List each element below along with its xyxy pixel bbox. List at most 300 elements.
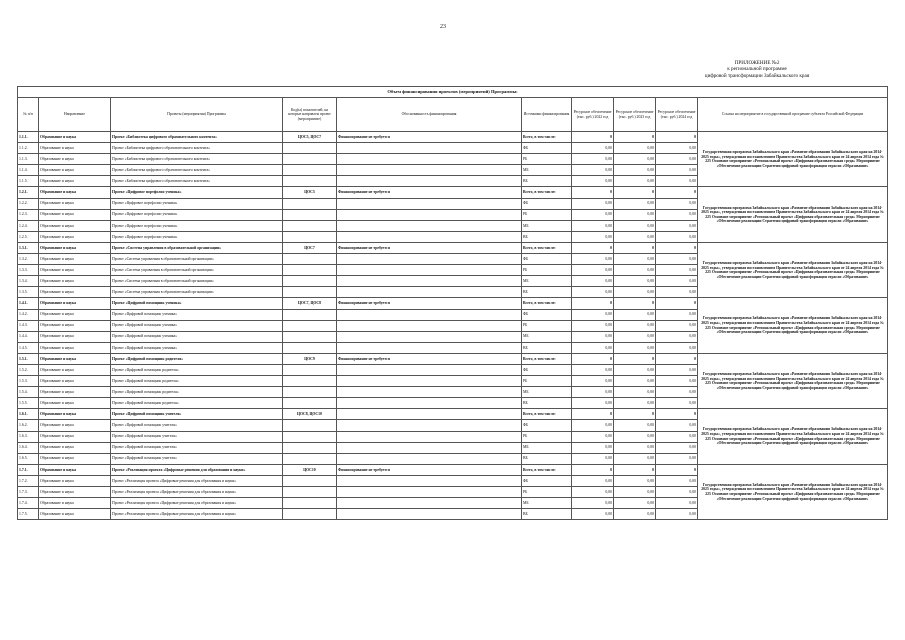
cell-2023: 0 [614,242,656,253]
cell-code [283,509,337,520]
cell-project: Проект «Цифровое портфолио ученика» [111,209,283,220]
cell-description [337,220,522,231]
cell-code: ЦОС9 [283,353,337,364]
cell-code [283,220,337,231]
cell-description [337,420,522,431]
cell-code [283,475,337,486]
cell-source: Всего, в том числе: [522,409,572,420]
cell-num: 1.6.3. [18,431,39,442]
cell-code [283,364,337,375]
cell-2022: 0,00 [572,376,614,387]
cell-2022: 0 [572,242,614,253]
cell-2024: 0,00 [656,209,698,220]
cell-source: Всего, в том числе: [522,353,572,364]
cell-2024: 0 [656,409,698,420]
cell-source: ФБ [522,198,572,209]
cell-project: Проект «Цифровой помощник родителя» [111,376,283,387]
cell-description [337,309,522,320]
header-2022: Ресурсное обеспечение (тыс. руб.) 2022 год [572,98,614,132]
cell-code [283,398,337,409]
cell-2022: 0,00 [572,276,614,287]
cell-2023: 0,00 [614,220,656,231]
cell-code [283,331,337,342]
cell-2022: 0 [572,353,614,364]
cell-2023: 0,00 [614,287,656,298]
cell-project: Проект «Цифровой помощник учителя» [111,453,283,464]
cell-project: Проект «Цифровой помощник учителя» [111,409,283,420]
cell-description [337,331,522,342]
cell-2024: 0,00 [656,509,698,520]
cell-description [337,154,522,165]
cell-code [283,487,337,498]
cell-program-link: Государственная программа Забайкальского края «Развитие образования Забайкальского края на 2014-2025 годы», утвержденная постановлением Правительства Забайкальского края от 24 апреля 2014 года № 225 Основное мероприятие «Региональный проект «Цифровая образовательная среда» Мероприятие «Обеспечение реализации Стратегии цифровой трансформации отрасли «Образование» [698,409,888,464]
cell-code [283,254,337,265]
cell-2024: 0,00 [656,442,698,453]
cell-direction: Образование и наука [39,442,111,453]
cell-description [337,442,522,453]
cell-num: 1.5.4. [18,387,39,398]
cell-source: МБ [522,442,572,453]
cell-num: 1.3.2. [18,254,39,265]
cell-code [283,231,337,242]
cell-direction: Образование и наука [39,242,111,253]
cell-project: Проект «Цифровой помощник учителя» [111,431,283,442]
cell-2023: 0,00 [614,420,656,431]
cell-2023: 0,00 [614,475,656,486]
header-code: Код(ы) показателей, на которые направлен проект (мероприятие) [283,98,337,132]
cell-num: 1.1.3. [18,154,39,165]
cell-source: ВБ [522,231,572,242]
cell-2022: 0 [572,409,614,420]
cell-code [283,376,337,387]
cell-program-link: Государственная программа Забайкальского края «Развитие образования Забайкальского края на 2014-2025 годы», утвержденная постановлением Правительства Забайкальского края от 24 апреля 2014 года № 225 Основное мероприятие «Региональный проект «Цифровая образовательная среда» Мероприятие «Обеспечение реализации Стратегии цифровой трансформации отрасли «Образование» [698,298,888,353]
cell-program-link: Государственная программа Забайкальского края «Развитие образования Забайкальского края на 2014-2025 годы», утвержденная постановлением Правительства Забайкальского края от 24 апреля 2014 года № 225 Основное мероприятие «Региональный проект «Цифровая образовательная среда» Мероприятие «Обеспечение реализации Стратегии цифровой трансформации отрасли «Образование» [698,132,888,187]
cell-description [337,398,522,409]
cell-direction: Образование и наука [39,154,111,165]
cell-num: 1.1.2. [18,143,39,154]
cell-2024: 0,00 [656,143,698,154]
cell-2022: 0 [572,464,614,475]
cell-2023: 0 [614,132,656,143]
cell-source: РБ [522,431,572,442]
cell-num: 1.6.4. [18,442,39,453]
cell-2022: 0,00 [572,475,614,486]
cell-code [283,265,337,276]
cell-direction: Образование и наука [39,276,111,287]
cell-description [337,453,522,464]
cell-num: 1.5.2. [18,364,39,375]
cell-2024: 0,00 [656,220,698,231]
cell-source: МБ [522,276,572,287]
cell-source: ФБ [522,475,572,486]
cell-2024: 0,00 [656,320,698,331]
cell-2023: 0 [614,298,656,309]
cell-description [337,342,522,353]
cell-description [337,431,522,442]
cell-2022: 0,00 [572,309,614,320]
cell-2022: 0,00 [572,398,614,409]
cell-2023: 0,00 [614,431,656,442]
cell-description [337,387,522,398]
cell-2022: 0,00 [572,442,614,453]
cell-num: 1.2.2. [18,198,39,209]
cell-project: Проект «Цифровой помощник ученика» [111,298,283,309]
cell-2024: 0,00 [656,487,698,498]
cell-2023: 0,00 [614,376,656,387]
cell-project: Проект «Библиотека цифрового образовательного контента» [111,143,283,154]
table-row [18,187,888,198]
cell-description [337,287,522,298]
cell-num: 1.7.1. [18,464,39,475]
cell-num: 1.6.5. [18,453,39,464]
cell-project: Проект «Цифровое портфолио ученика» [111,220,283,231]
cell-num: 1.4.2. [18,309,39,320]
cell-code: ЦОС10 [283,464,337,475]
appendix-heading [657,60,857,79]
cell-direction: Образование и наука [39,209,111,220]
cell-2023: 0 [614,464,656,475]
cell-2023: 0,00 [614,498,656,509]
cell-num: 1.3.3. [18,265,39,276]
cell-source: ВБ [522,509,572,520]
cell-2022: 0,00 [572,331,614,342]
cell-2022: 0 [572,187,614,198]
cell-project: Проект «Цифровое портфолио ученика» [111,231,283,242]
cell-2022: 0,00 [572,220,614,231]
cell-direction: Образование и наука [39,498,111,509]
cell-num: 1.1.4. [18,165,39,176]
cell-2023: 0,00 [614,398,656,409]
cell-2024: 0,00 [656,431,698,442]
cell-2023: 0,00 [614,231,656,242]
table-row [18,353,888,364]
cell-source: МБ [522,220,572,231]
cell-num: 1.7.3. [18,487,39,498]
cell-2024: 0 [656,298,698,309]
cell-description: Финансирование не требуется [337,464,522,475]
cell-project: Проект «Система управления в образовательной организации» [111,242,283,253]
cell-project: Проект «Цифровой помощник родителя» [111,364,283,375]
cell-code [283,498,337,509]
cell-2024: 0,00 [656,176,698,187]
page-number: 23 [440,24,446,30]
cell-num: 1.6.1. [18,409,39,420]
cell-direction: Образование и наука [39,331,111,342]
cell-2024: 0,00 [656,287,698,298]
cell-description [337,209,522,220]
cell-direction: Образование и наука [39,353,111,364]
cell-source: Всего, в том числе: [522,132,572,143]
cell-direction: Образование и наука [39,364,111,375]
cell-project: Проект «Цифровое портфолио ученика» [111,198,283,209]
cell-num: 1.2.5. [18,231,39,242]
cell-direction: Образование и наука [39,298,111,309]
cell-code [283,165,337,176]
cell-project: Проект «Реализация проекта «Цифровые решения для образования и науки» [111,509,283,520]
header-num: № п/п [18,98,39,132]
cell-2024: 0,00 [656,420,698,431]
cell-2024: 0,00 [656,154,698,165]
cell-description [337,320,522,331]
cell-2022: 0,00 [572,487,614,498]
cell-2023: 0 [614,187,656,198]
cell-2022: 0,00 [572,231,614,242]
cell-project: Проект «Цифровое портфолио ученика» [111,187,283,198]
cell-project: Проект «Библиотека цифрового образовательного контента» [111,154,283,165]
cell-direction: Образование и наука [39,265,111,276]
cell-source: МБ [522,165,572,176]
cell-description [337,176,522,187]
cell-source: ВБ [522,398,572,409]
cell-num: 1.3.5. [18,287,39,298]
cell-2024: 0,00 [656,475,698,486]
cell-code [283,154,337,165]
cell-code [283,198,337,209]
cell-direction: Образование и наука [39,453,111,464]
cell-2023: 0,00 [614,154,656,165]
cell-num: 1.7.4. [18,498,39,509]
appendix-title: ПРИЛОЖЕНИЕ №2 [734,60,780,66]
cell-2022: 0,00 [572,254,614,265]
cell-code [283,209,337,220]
cell-direction: Образование и наука [39,342,111,353]
cell-code [283,287,337,298]
cell-2024: 0,00 [656,376,698,387]
cell-num: 1.4.1. [18,298,39,309]
cell-2024: 0,00 [656,387,698,398]
cell-description: Финансирование не требуется [337,242,522,253]
cell-2022: 0,00 [572,198,614,209]
cell-direction: Образование и наука [39,409,111,420]
cell-num: 1.3.4. [18,276,39,287]
cell-num: 1.4.3. [18,320,39,331]
cell-2023: 0,00 [614,453,656,464]
cell-2024: 0,00 [656,165,698,176]
cell-2023: 0 [614,409,656,420]
cell-program-link: Государственная программа Забайкальского края «Развитие образования Забайкальского края на 2014-2025 годы», утвержденная постановлением Правительства Забайкальского края от 24 апреля 2014 года № 225 Основное мероприятие «Региональный проект «Цифровая образовательная среда» Мероприятие «Обеспечение реализации Стратегии цифровой трансформации отрасли «Образование» [698,353,888,408]
cell-2023: 0,00 [614,143,656,154]
cell-description [337,364,522,375]
table-header-row [18,98,888,132]
cell-2023: 0,00 [614,198,656,209]
cell-source: РБ [522,376,572,387]
cell-code [283,342,337,353]
cell-2024: 0 [656,464,698,475]
cell-description [337,198,522,209]
cell-direction: Образование и наука [39,220,111,231]
cell-num: 1.5.1. [18,353,39,364]
cell-2023: 0,00 [614,509,656,520]
cell-2023: 0,00 [614,276,656,287]
cell-2023: 0,00 [614,364,656,375]
cell-description: Финансирование не требуется [337,132,522,143]
cell-project: Проект «Реализация проекта «Цифровые решения для образования и науки» [111,464,283,475]
cell-project: Проект «Цифровой помощник ученика» [111,320,283,331]
cell-project: Проект «Цифровой помощник учителя» [111,442,283,453]
cell-project: Проект «Система управления в образовательной организации» [111,287,283,298]
cell-project: Проект «Реализация проекта «Цифровые решения для образования и науки» [111,475,283,486]
cell-code: ЦОС5 [283,187,337,198]
cell-2024: 0,00 [656,231,698,242]
cell-source: ВБ [522,342,572,353]
cell-code [283,320,337,331]
table-row [18,464,888,475]
cell-2024: 0 [656,132,698,143]
cell-source: ФБ [522,143,572,154]
cell-description [337,509,522,520]
cell-source: МБ [522,387,572,398]
cell-2022: 0,00 [572,209,614,220]
cell-code [283,420,337,431]
table-body [18,132,888,520]
cell-source: МБ [522,498,572,509]
cell-description [337,143,522,154]
cell-2023: 0,00 [614,176,656,187]
cell-2023: 0,00 [614,387,656,398]
cell-project: Проект «Библиотека цифрового образовательного контента» [111,176,283,187]
cell-description: Финансирование не требуется [337,353,522,364]
cell-code [283,276,337,287]
cell-project: Проект «Библиотека цифрового образовательного контента» [111,132,283,143]
cell-2022: 0,00 [572,509,614,520]
header-project: Проекты (мероприятия) Программы [111,98,283,132]
cell-description [337,276,522,287]
cell-2024: 0,00 [656,276,698,287]
cell-source: ВБ [522,453,572,464]
cell-direction: Образование и наука [39,431,111,442]
header-description: Обоснованность финансирования [337,98,522,132]
financing-table [17,86,888,520]
cell-num: 1.3.1. [18,242,39,253]
cell-source: Всего, в том числе: [522,298,572,309]
cell-code [283,387,337,398]
cell-num: 1.4.5. [18,342,39,353]
cell-source: МБ [522,331,572,342]
cell-2024: 0,00 [656,364,698,375]
cell-direction: Образование и наука [39,475,111,486]
cell-2024: 0 [656,187,698,198]
cell-description [337,254,522,265]
cell-2023: 0,00 [614,342,656,353]
cell-2022: 0,00 [572,431,614,442]
cell-description [337,165,522,176]
cell-num: 1.2.4. [18,220,39,231]
cell-direction: Образование и наука [39,420,111,431]
cell-description [337,475,522,486]
header-links: Ссылка на мероприятие в государственной программе субъекта Российской Федерации [698,98,888,132]
cell-direction: Образование и наука [39,165,111,176]
table-title: Объем финансирования проектов (мероприятий) Программы: [18,87,888,98]
cell-code [283,431,337,442]
cell-code: ЦОС5, ЦОС7 [283,132,337,143]
cell-2023: 0,00 [614,442,656,453]
cell-project: Проект «Цифровой помощник родителя» [111,387,283,398]
cell-source: РБ [522,154,572,165]
cell-direction: Образование и наука [39,176,111,187]
cell-project: Проект «Цифровой помощник родителя» [111,398,283,409]
cell-2022: 0,00 [572,342,614,353]
cell-direction: Образование и наука [39,187,111,198]
cell-num: 1.4.4. [18,331,39,342]
cell-direction: Образование и наука [39,198,111,209]
cell-direction: Образование и наука [39,287,111,298]
cell-num: 1.2.1. [18,187,39,198]
cell-source: РБ [522,320,572,331]
cell-2022: 0,00 [572,287,614,298]
cell-2024: 0,00 [656,254,698,265]
cell-direction: Образование и наука [39,309,111,320]
cell-code [283,442,337,453]
cell-project: Проект «Цифровой помощник учителя» [111,420,283,431]
cell-num: 1.1.5. [18,176,39,187]
header-2024: Ресурсное обеспечение (тыс. руб.) 2024 год [656,98,698,132]
cell-2022: 0 [572,298,614,309]
table-row [18,409,888,420]
cell-source: ФБ [522,364,572,375]
cell-2022: 0,00 [572,265,614,276]
cell-2024: 0,00 [656,198,698,209]
cell-code [283,309,337,320]
header-source: Источники финансирования [522,98,572,132]
cell-2022: 0,00 [572,176,614,187]
cell-code [283,143,337,154]
cell-2023: 0 [614,353,656,364]
cell-2022: 0 [572,132,614,143]
cell-description: Финансирование не требуется [337,298,522,309]
cell-2023: 0,00 [614,209,656,220]
cell-project: Проект «Реализация проекта «Цифровые решения для образования и науки» [111,487,283,498]
cell-2023: 0,00 [614,165,656,176]
cell-num: 1.7.5. [18,509,39,520]
cell-num: 1.5.3. [18,376,39,387]
cell-direction: Образование и наука [39,231,111,242]
cell-2024: 0,00 [656,498,698,509]
cell-num: 1.6.2. [18,420,39,431]
appendix-program-name: цифровой трансформации Забайкальского края [704,72,810,79]
appendix-subtitle: к региональной программе [727,66,787,73]
cell-code [283,453,337,464]
cell-source: Всего, в том числе: [522,187,572,198]
cell-description: Финансирование не требуется [337,187,522,198]
cell-2024: 0,00 [656,342,698,353]
cell-2022: 0,00 [572,154,614,165]
cell-source: Всего, в том числе: [522,242,572,253]
cell-2022: 0,00 [572,165,614,176]
cell-direction: Образование и наука [39,509,111,520]
cell-code [283,176,337,187]
cell-description [337,409,522,420]
cell-2023: 0,00 [614,331,656,342]
cell-project: Проект «Цифровой помощник родителя» [111,353,283,364]
cell-source: ВБ [522,176,572,187]
cell-source: ФБ [522,309,572,320]
cell-code: ЦОС7 [283,242,337,253]
cell-2024: 0,00 [656,309,698,320]
cell-description [337,265,522,276]
cell-2024: 0,00 [656,453,698,464]
cell-description [337,231,522,242]
cell-num: 1.1.1. [18,132,39,143]
cell-2022: 0,00 [572,364,614,375]
table-row [18,132,888,143]
cell-direction: Образование и наука [39,320,111,331]
cell-num: 1.7.2. [18,475,39,486]
cell-program-link: Государственная программа Забайкальского края «Развитие образования Забайкальского края на 2014-2025 годы», утвержденная постановлением Правительства Забайкальского края от 24 апреля 2014 года № 225 Основное мероприятие «Региональный проект «Цифровая образовательная среда» Мероприятие «Обеспечение реализации Стратегии цифровой трансформации отрасли «Образование» [698,187,888,242]
cell-direction: Образование и наука [39,398,111,409]
cell-direction: Образование и наука [39,387,111,398]
table-row [18,298,888,309]
cell-2023: 0,00 [614,320,656,331]
